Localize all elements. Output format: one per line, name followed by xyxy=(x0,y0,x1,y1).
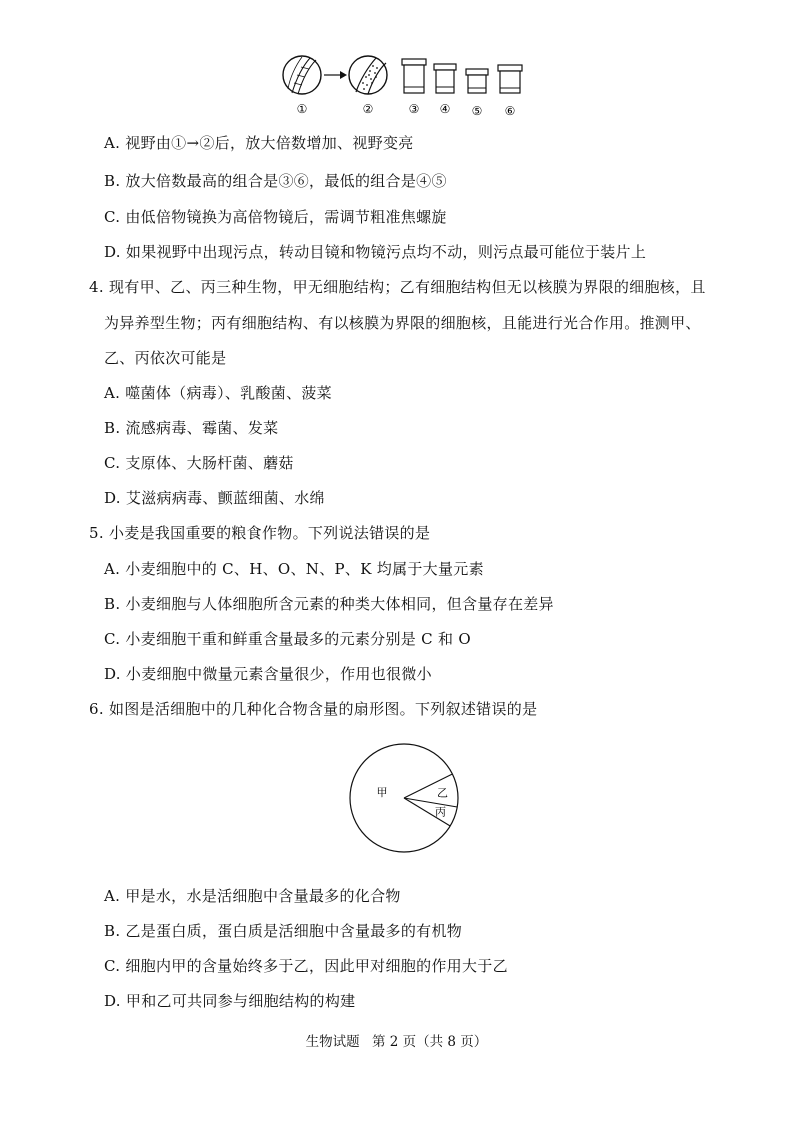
fig-label-3: ③ xyxy=(408,102,420,116)
q4-option-c: C. 支原体、大肠杆菌、蘑菇 xyxy=(104,454,294,472)
fig-label-5: ⑤ xyxy=(471,104,483,118)
q3-option-d: D. 如果视野中出现污点，转动目镜和物镜污点均不动，则污点最可能位于装片上 xyxy=(104,243,647,261)
q4-option-a: A. 噬菌体（病毒）、乳酸菌、菠菜 xyxy=(104,384,332,402)
pie-label-乙: 乙 xyxy=(436,786,448,800)
arrow-icon xyxy=(324,71,347,79)
q5-option-b: B. 小麦细胞与人体细胞所含元素的种类大体相同，但含量存在差异 xyxy=(104,595,554,613)
q6-option-c: C. 细胞内甲的含量始终多于乙，因此甲对细胞的作用大于乙 xyxy=(104,957,508,975)
lens-5-icon xyxy=(466,69,488,93)
footer-subject: 生物试题 xyxy=(305,1034,360,1050)
q3-option-a: A. 视野由①→②后，放大倍数增加、视野变亮 xyxy=(104,134,414,152)
fig-label-4: ④ xyxy=(439,102,451,116)
q3-option-c: C. 由低倍物镜换为高倍物镜后，需调节粗准焦螺旋 xyxy=(104,208,447,226)
footer-page: 第 2 页（共 8 页） xyxy=(371,1034,488,1050)
q4-stem-line-2: 为异养型生物；丙有细胞结构、有以核膜为界限的细胞核，且能进行光合作用。推测甲、 xyxy=(104,314,701,332)
fig-label-2: ② xyxy=(362,102,374,116)
q4-option-b: B. 流感病毒、霉菌、发菜 xyxy=(104,419,279,437)
q4-stem-line-3: 乙、丙依次可能是 xyxy=(104,349,227,367)
fig-label-1: ① xyxy=(296,102,308,116)
q6-option-a: A. 甲是水，水是活细胞中含量最多的化合物 xyxy=(104,887,401,905)
lens-4-icon xyxy=(434,64,456,93)
microscope-view-1 xyxy=(283,56,321,94)
q6-option-b: B. 乙是蛋白质，蛋白质是活细胞中含量最多的有机物 xyxy=(104,922,463,940)
q5-option-d: D. 小麦细胞中微量元素含量很少，作用也很微小 xyxy=(104,665,432,683)
lens-3-icon xyxy=(402,59,426,93)
page-footer xyxy=(0,1030,793,1050)
lens-6-icon xyxy=(498,65,522,93)
q4-option-d: D. 艾滋病病毒、颤蓝细菌、水绵 xyxy=(104,489,325,507)
q5-option-a: A. 小麦细胞中的 C、H、O、N、P、K 均属于大量元素 xyxy=(104,560,484,578)
microscope-figure xyxy=(280,55,540,120)
pie-label-甲: 甲 xyxy=(376,786,388,799)
pie-label-丙: 丙 xyxy=(434,805,446,819)
pie-chart xyxy=(340,740,480,880)
q6-stem: 6. 如图是活细胞中的几种化合物含量的扇形图。下列叙述错误的是 xyxy=(89,700,538,718)
q5-option-c: C. 小麦细胞干重和鲜重含量最多的元素分别是 C 和 O xyxy=(104,630,471,648)
q6-option-d: D. 甲和乙可共同参与细胞结构的构建 xyxy=(104,992,356,1010)
microscope-view-2 xyxy=(349,56,387,94)
q3-option-b: B. 放大倍数最高的组合是③⑥，最低的组合是④⑤ xyxy=(104,172,447,190)
q5-stem: 5. 小麦是我国重要的粮食作物。下列说法错误的是 xyxy=(89,524,431,542)
q4-stem-line-1: 4. 现有甲、乙、丙三种生物，甲无细胞结构；乙有细胞结构但无以核膜为界限的细胞核，且 xyxy=(89,278,706,296)
fig-label-6: ⑥ xyxy=(504,104,516,118)
